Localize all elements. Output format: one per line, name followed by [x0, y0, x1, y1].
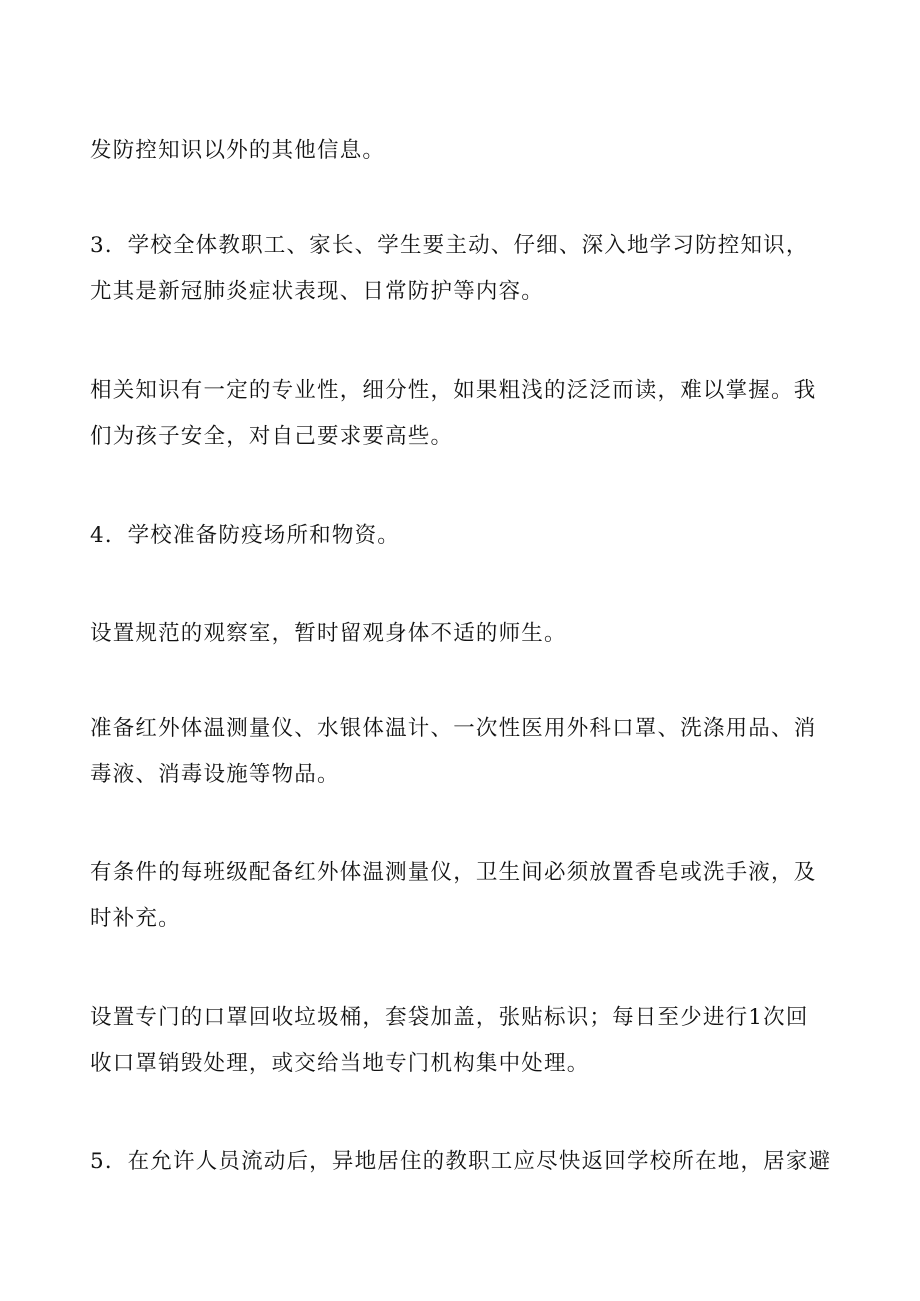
text-line: 5．在允许人员流动后，异地居住的教职工应尽快返回学校所在地，居家避	[90, 1149, 832, 1174]
paragraph-class-equipment	[90, 850, 832, 942]
paragraph-knowledge-note	[90, 368, 832, 460]
paragraph-item-5	[90, 1139, 832, 1185]
text-line: 毒液、消毒设施等物品。	[90, 762, 340, 787]
paragraph-supplies	[90, 706, 832, 798]
text-line: 们为孩子安全，对自己要求要高些。	[90, 424, 454, 449]
paragraph-item-4	[90, 513, 832, 559]
text-line: 有条件的每班级配备红外体温测量仪，卫生间必须放置香皂或洗手液，及	[90, 860, 817, 885]
paragraph-item-3	[90, 223, 832, 315]
paragraph-observation-room	[90, 611, 832, 657]
text-line: 4．学校准备防疫场所和物资。	[90, 523, 400, 548]
paragraph-continuation	[90, 128, 832, 174]
text-line: 发防控知识以外的其他信息。	[90, 138, 386, 163]
text-line: 相关知识有一定的专业性，细分性，如果粗浅的泛泛而读，难以掌握。我	[90, 378, 817, 403]
text-line: 3．学校全体教职工、家长、学生要主动、仔细、深入地学习防控知识，	[90, 233, 809, 258]
text-line: 设置规范的观察室，暂时留观身体不适的师生。	[90, 621, 567, 646]
text-line: 设置专门的口罩回收垃圾桶，套袋加盖，张贴标识；每日至少进行1次回	[90, 1005, 809, 1030]
paragraph-mask-bins	[90, 995, 832, 1087]
text-line: 收口罩销毁处理，或交给当地专门机构集中处理。	[90, 1051, 590, 1076]
text-line: 尤其是新冠肺炎症状表现、日常防护等内容。	[90, 279, 545, 304]
text-line: 准备红外体温测量仪、水银体温计、一次性医用外科口罩、洗涤用品、消	[90, 716, 817, 741]
text-line: 时补充。	[90, 906, 181, 931]
